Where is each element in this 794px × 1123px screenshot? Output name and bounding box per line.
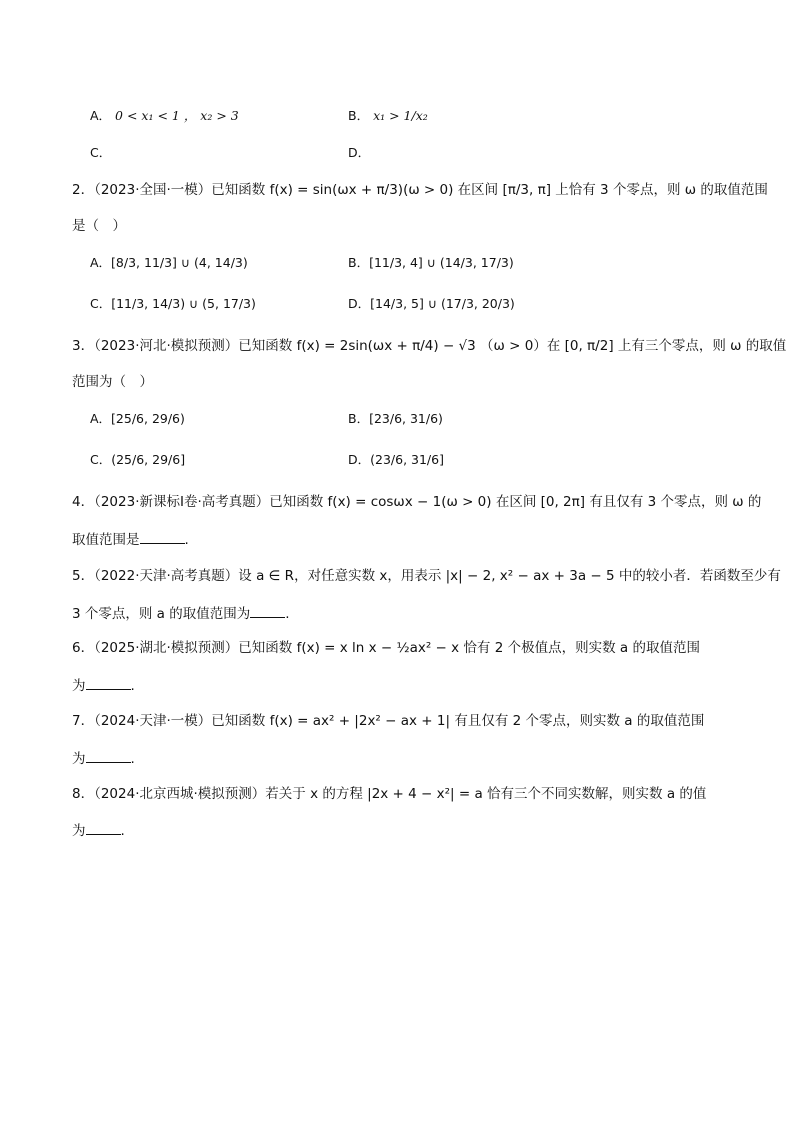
question-8-stem: 8．（2024·北京西城·模拟预测）若关于 x 的方程 |2x + 4 − x²| = a 恰有三个不同实数解，则实数 a 的值 [72,786,707,802]
question-7-stem-cont [72,748,135,769]
option-math: x₁ > 1/x₂ [373,108,428,123]
option-letter: B． [348,108,370,123]
q8-period: . [120,823,125,839]
option-c-prev [90,143,111,163]
q2-option-b: B．[11/3, 4] ∪ (14/3, 17/3) [348,255,514,270]
question-8-stem-cont [72,820,125,841]
option-letter: D． [348,145,371,160]
question-2-stem: 2．（2023·全国·一模）已知函数 f(x) = sin(ωx + π/3)(ω > 0) 在区间 [π/3, π] 上恰有 3 个零点，则 ω 的取值范围 [72,182,768,198]
q4-text: 取值范围是 [72,532,140,548]
question-5-stem: 5．（2022·天津·高考真题）设 a ∈ R，对任意实数 x，用表示 |x| − 2, x² − ax + 3a − 5 中的较小者．若函数至少有 [72,568,781,584]
q6-text: 为 [72,678,86,694]
question-6-stem: 6．（2025·湖北·模拟预测）已知函数 f(x) = x ln x − ½ax² − x 恰有 2 个极值点，则实数 a 的取值范围 [72,640,700,656]
question-5-stem-cont [72,603,290,624]
option-d-prev [348,143,370,163]
answer-blank [250,603,285,618]
q5-period: . [285,606,290,622]
q2-option-d: D．[14/3, 5] ∪ (17/3, 20/3) [348,296,515,311]
q4-period: . [184,532,189,548]
q5-text: 3 个零点，则 a 的取值范围为 [72,606,251,622]
question-2-stem-cont: 是（ ） [72,218,126,234]
answer-blank [86,675,131,690]
question-3-stem: 3．（2023·河北·模拟预测）已知函数 f(x) = 2sin(ωx + π/4) − √3 （ω > 0）在 [0, π/2] 上有三个零点，则 ω 的取值 [72,338,787,354]
answer-blank [140,529,185,544]
question-7-stem: 7．（2024·天津·一模）已知函数 f(x) = ax² + |2x² − ax + 1| 有且仅有 2 个零点，则实数 a 的取值范围 [72,713,705,729]
question-4-stem-cont [72,529,189,550]
q7-text: 为 [72,751,86,767]
question-6-stem-cont [72,675,135,696]
option-letter: C． [90,145,112,160]
q8-text: 为 [72,823,86,839]
option-a-prev [90,106,239,126]
q3-option-a: A．[25/6, 29/6) [90,411,185,426]
question-3-stem-cont: 范围为（ ） [72,374,153,390]
q3-option-d: D．(23/6, 31/6] [348,452,444,467]
answer-blank [86,820,121,835]
option-b-prev [348,106,428,126]
option-math: 0 < x₁ < 1 ， x₂ > 3 [115,108,239,123]
q2-option-a: A．[8/3, 11/3] ∪ (4, 14/3) [90,255,248,270]
option-letter: A． [90,108,112,123]
q6-period: . [130,678,135,694]
q3-option-b: B．[23/6, 31/6) [348,411,443,426]
q2-option-c: C．[11/3, 14/3) ∪ (5, 17/3) [90,296,256,311]
question-4-stem: 4．（2023·新课标Ⅰ卷·高考真题）已知函数 f(x) = cosωx − 1(ω > 0) 在区间 [0, 2π] 有且仅有 3 个零点，则 ω 的 [72,494,762,510]
q3-option-c: C．(25/6, 29/6] [90,452,186,467]
q7-period: . [130,751,135,767]
answer-blank [86,748,131,763]
